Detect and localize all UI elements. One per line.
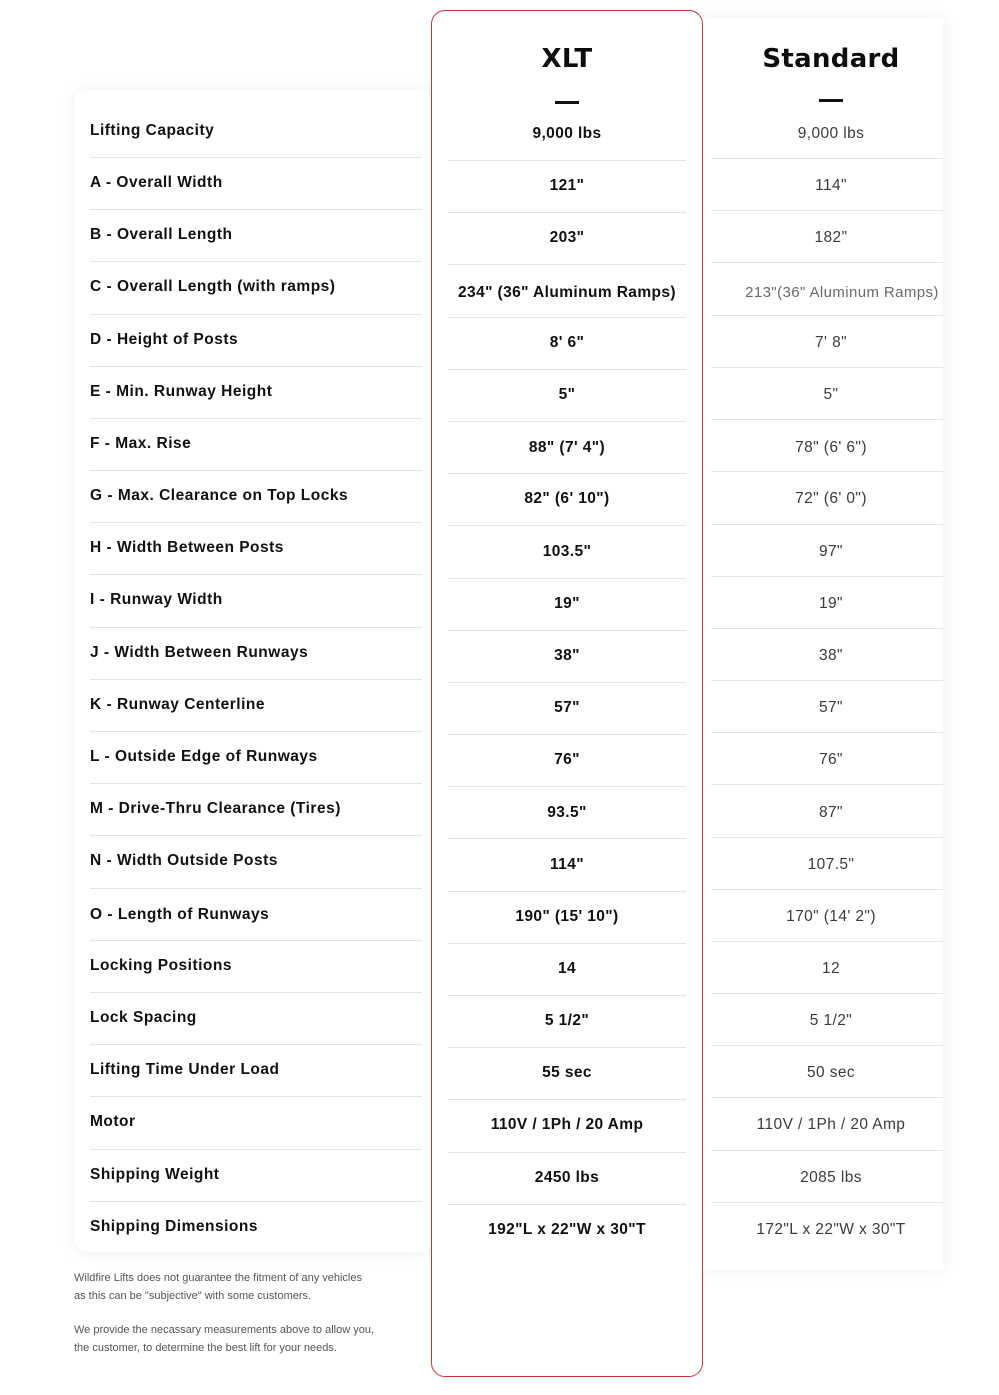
row-divider: [90, 574, 422, 575]
row-divider: [90, 314, 422, 315]
row-divider: [448, 734, 686, 735]
standard-value: 7' 8": [814, 334, 847, 351]
row-divider: [448, 1204, 686, 1205]
standard-value: 107.5": [807, 856, 855, 873]
row-divider: [711, 315, 943, 316]
standard-value: 19": [819, 595, 843, 612]
standard-value: 97": [819, 543, 843, 560]
row-divider: [711, 367, 943, 368]
row-divider: [711, 262, 943, 263]
xlt-value: 19": [554, 595, 580, 612]
row-divider: [711, 158, 943, 159]
spec-label: O - Length of Runways: [90, 906, 270, 923]
spec-label: A - Overall Width: [90, 174, 223, 191]
row-divider: [90, 835, 422, 836]
row-divider: [448, 786, 686, 787]
xlt-value: 5": [558, 386, 576, 403]
row-divider: [711, 419, 943, 420]
xlt-column-title: XLT: [541, 44, 593, 74]
standard-column-panel: [700, 18, 943, 1270]
xlt-value: 114": [550, 856, 584, 873]
xlt-value: 57": [554, 699, 580, 716]
standard-value: 170" (14' 2"): [786, 908, 876, 925]
standard-value: 114": [815, 177, 847, 194]
row-divider: [711, 1045, 943, 1046]
xlt-value: 192"L x 22"W x 30"T: [488, 1221, 646, 1238]
row-divider: [90, 1096, 422, 1097]
row-divider: [711, 471, 943, 472]
row-divider: [90, 888, 422, 889]
row-divider: [448, 1047, 686, 1048]
xlt-value: 110V / 1Ph / 20 Amp: [490, 1116, 644, 1133]
xlt-value: 2450 lbs: [534, 1169, 600, 1186]
row-divider: [711, 1150, 943, 1151]
xlt-value: 5 1/2": [544, 1012, 590, 1029]
row-divider: [711, 1097, 943, 1098]
row-divider: [90, 470, 422, 471]
spec-label: Shipping Dimensions: [90, 1218, 258, 1235]
spec-label: L - Outside Edge of Runways: [90, 748, 318, 765]
spec-label: Lifting Capacity: [90, 122, 215, 139]
row-divider: [448, 421, 686, 422]
standard-value: 76": [819, 751, 843, 768]
spec-label: I - Runway Width: [90, 591, 223, 608]
row-divider: [448, 525, 686, 526]
row-divider: [90, 783, 422, 784]
row-divider: [90, 418, 422, 419]
row-divider: [711, 680, 943, 681]
xlt-value: 190" (15' 10"): [515, 908, 619, 925]
standard-value: 72" (6' 0"): [795, 490, 867, 507]
disclaimer-line: as this can be "subjective" with some customers.: [74, 1290, 312, 1302]
standard-value: 78" (6' 6"): [795, 439, 867, 456]
spec-label: J - Width Between Runways: [90, 644, 309, 661]
row-divider: [448, 317, 686, 318]
xlt-value: 9,000 lbs: [532, 125, 602, 142]
row-divider: [90, 261, 422, 262]
row-divider: [448, 891, 686, 892]
spec-label: D - Height of Posts: [90, 331, 239, 348]
disclaimer-line: We provide the necassary measurements above to allow you,: [74, 1324, 375, 1336]
xlt-value: 203": [549, 229, 585, 246]
disclaimer-line: Wildfire Lifts does not guarantee the fitment of any vehicles: [74, 1272, 362, 1284]
row-divider: [90, 992, 422, 993]
xlt-value: 121": [549, 177, 585, 194]
row-divider: [711, 837, 943, 838]
row-divider: [448, 212, 686, 213]
row-divider: [448, 838, 686, 839]
standard-value: 57": [819, 699, 843, 716]
spec-label: N - Width Outside Posts: [90, 852, 278, 869]
row-divider: [711, 628, 943, 629]
xlt-value: 234" (36" Aluminum Ramps): [458, 284, 676, 301]
xlt-value: 55 sec: [542, 1064, 592, 1081]
disclaimer-line: the customer, to determine the best lift for your needs.: [74, 1342, 337, 1354]
standard-title-dash: [819, 99, 843, 102]
row-divider: [448, 1152, 686, 1153]
standard-value: 2085 lbs: [800, 1169, 862, 1186]
row-divider: [711, 524, 943, 525]
standard-value: 182": [814, 229, 848, 246]
spec-label: E - Min. Runway Height: [90, 383, 273, 400]
spec-label: Locking Positions: [90, 957, 232, 974]
spec-label: H - Width Between Posts: [90, 539, 284, 556]
xlt-value: 93.5": [547, 804, 587, 821]
spec-label: K - Runway Centerline: [90, 696, 265, 713]
standard-value: 50 sec: [806, 1064, 856, 1081]
row-divider: [90, 679, 422, 680]
xlt-value: 82" (6' 10"): [524, 490, 610, 507]
row-divider: [711, 1202, 943, 1203]
xlt-value: 38": [554, 647, 580, 664]
spec-label: F - Max. Rise: [90, 435, 192, 452]
spec-label: Lock Spacing: [90, 1009, 197, 1026]
row-divider: [90, 731, 422, 732]
row-divider: [711, 993, 943, 994]
row-divider: [448, 264, 686, 265]
row-divider: [90, 1149, 422, 1150]
xlt-value: 76": [554, 751, 580, 768]
row-divider: [448, 578, 686, 579]
standard-value: 110V / 1Ph / 20 Amp: [756, 1116, 906, 1133]
xlt-value: 14: [557, 960, 577, 977]
row-divider: [90, 209, 422, 210]
spec-label: C - Overall Length (with ramps): [90, 278, 336, 295]
xlt-value: 88" (7' 4"): [528, 439, 606, 456]
spec-label: Motor: [90, 1113, 136, 1130]
row-divider: [90, 1044, 422, 1045]
row-divider: [90, 940, 422, 941]
row-divider: [448, 369, 686, 370]
standard-value: 5 1/2": [809, 1012, 853, 1029]
spec-label: G - Max. Clearance on Top Locks: [90, 487, 349, 504]
row-divider: [448, 473, 686, 474]
row-divider: [448, 630, 686, 631]
row-divider: [711, 784, 943, 785]
xlt-value: 103.5": [542, 543, 592, 560]
row-divider: [90, 627, 422, 628]
xlt-title-dash: [555, 101, 579, 104]
spec-label: Lifting Time Under Load: [90, 1061, 280, 1078]
row-divider: [711, 889, 943, 890]
row-divider: [711, 576, 943, 577]
standard-value: 38": [819, 647, 843, 664]
spec-label: Shipping Weight: [90, 1166, 220, 1183]
row-divider: [711, 732, 943, 733]
standard-value: 5": [823, 386, 839, 403]
row-divider: [711, 941, 943, 942]
row-divider: [448, 160, 686, 161]
spec-label: B - Overall Length: [90, 226, 233, 243]
standard-value: 12: [821, 960, 841, 977]
spec-label: M - Drive-Thru Clearance (Tires): [90, 800, 341, 817]
row-divider: [448, 943, 686, 944]
standard-value: 172"L x 22"W x 30"T: [756, 1221, 906, 1238]
row-divider: [711, 210, 943, 211]
row-divider: [90, 157, 422, 158]
row-divider: [90, 366, 422, 367]
xlt-value: 8' 6": [549, 334, 585, 351]
row-divider: [90, 1201, 422, 1202]
row-divider: [448, 995, 686, 996]
row-divider: [448, 682, 686, 683]
standard-value: 213"(36" Aluminum Ramps): [745, 284, 939, 301]
standard-value: 87": [819, 804, 843, 821]
row-divider: [448, 1099, 686, 1100]
standard-column-title: Standard: [762, 44, 900, 74]
standard-value: 9,000 lbs: [797, 125, 865, 142]
row-divider: [90, 522, 422, 523]
